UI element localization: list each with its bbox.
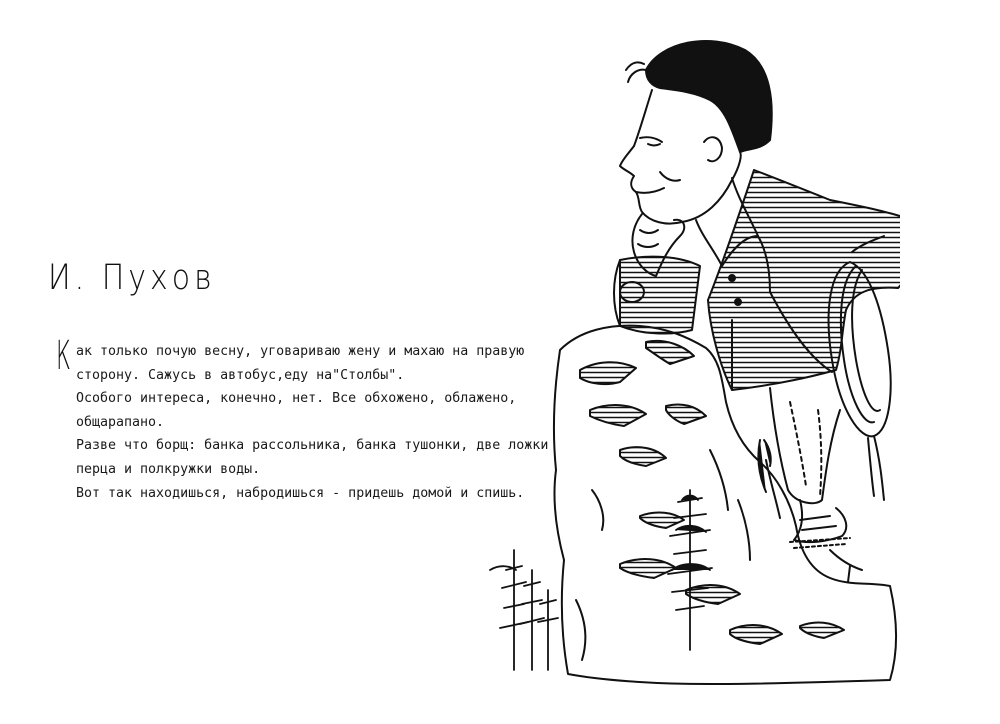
text-line-3: Особого интереса, конечно, нет. Все обхожено, облажено, [76, 391, 517, 407]
boot [794, 500, 846, 542]
text-line-7: Вот так находишься, набродишься - придешь домой и спишь. [76, 485, 525, 501]
text-line-2: сторону. Сажусь в автобус,еду на"Столбы". [76, 367, 405, 383]
story-text [56, 333, 549, 505]
pine-trees [490, 490, 712, 670]
author-heading: И. Пухов [48, 258, 216, 299]
jacket [708, 170, 900, 390]
text-line-5: Разве что борщ: банка рассольника, банка тушонки, две ложки [76, 438, 549, 454]
text-line-6: перца и полкружки воды. [76, 461, 261, 477]
text-line-4: общарапано. [76, 414, 165, 430]
drop-cap: К [56, 333, 71, 379]
caricature-climber-sketch-icon [470, 30, 900, 690]
text-line-1: К ак только почую весну, уговариваю жену и махаю на правую [56, 333, 525, 379]
hair [646, 41, 772, 152]
sleeve [620, 257, 700, 334]
